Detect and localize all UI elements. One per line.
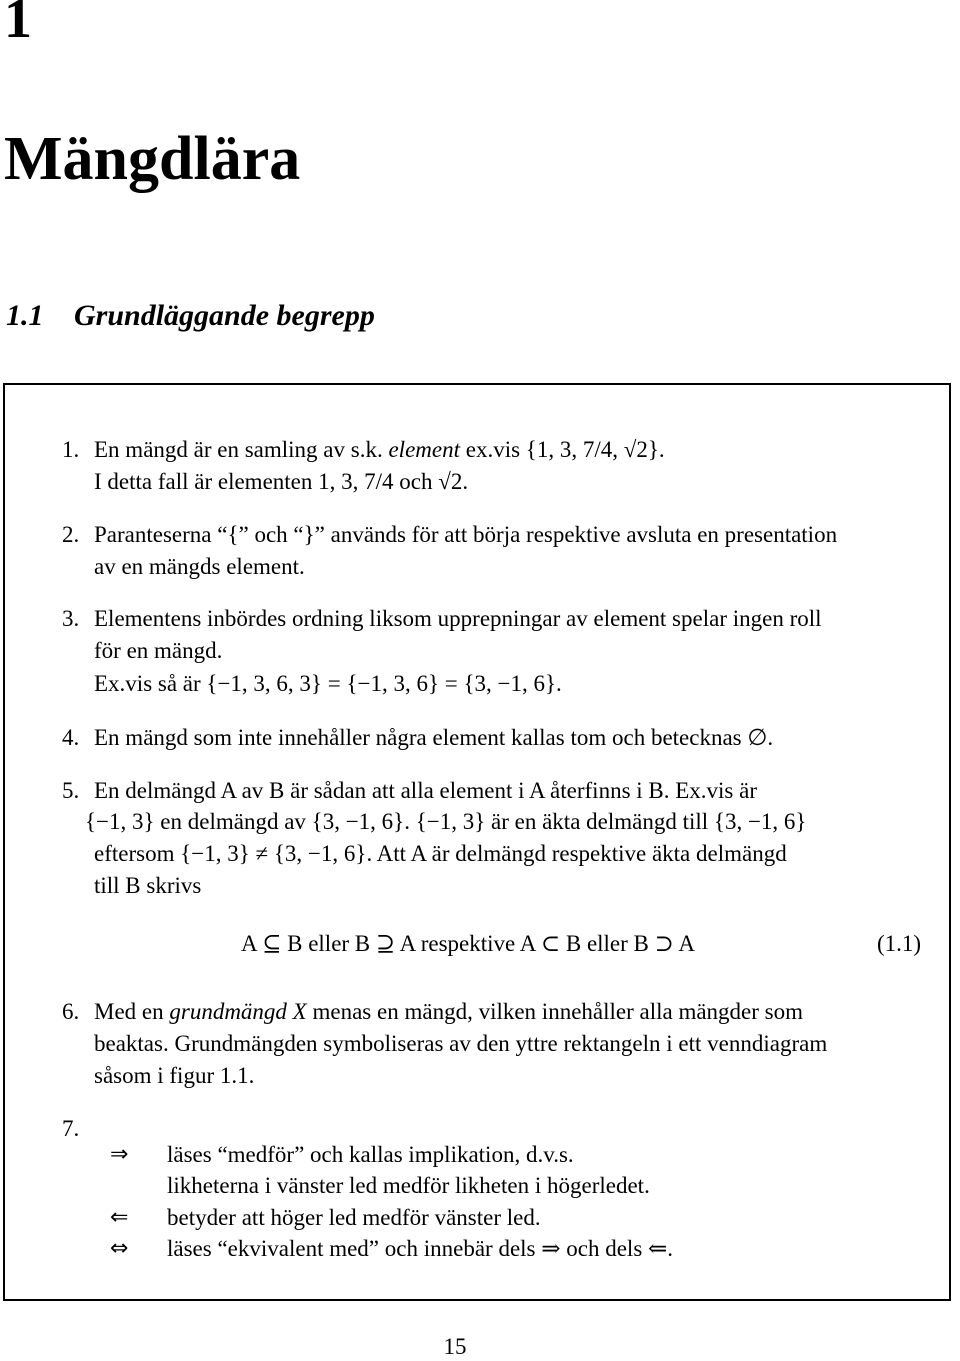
item-6-line-2: beaktas. Grundmängden symboliseras av den yttre rektangeln i ett venndiagram [94,1031,828,1056]
item-1-text-end: ex.vis {1, 3, 7/4, √2}. [459,437,665,462]
item-number-5: 5. [62,778,80,803]
item-6-text-end: menas en mängd, vilken innehåller alla mängder som [306,999,804,1024]
implication-line-1: läses “medför” och kallas implikation, d.v.s. [167,1142,574,1167]
item-1-text: En mängd är en samling av s.k. [94,437,389,462]
page-number: 15 [443,1334,467,1359]
definitions-box [3,383,951,1301]
implication-line-4: läses “ekvivalent med” och innebär dels ⇒ och dels ⇐. [167,1236,674,1261]
item-3-line-1: Elementens inbördes ordning liksom upprepningar av element spelar ingen roll [94,606,822,631]
item-5-line-2: {−1, 3} en delmängd av {3, −1, 6}. {−1, 3} är en äkta delmängd till {3, −1, 6} [85,809,807,834]
item-3-line-3: Ex.vis så är {−1, 3, 6, 3} = {−1, 3, 6} = {3, −1, 6}. [94,671,562,696]
item-number-7: 7. [62,1116,80,1141]
item-1-line-1 [94,436,665,464]
item-6-emphasis: grundmängd X [169,999,307,1024]
item-4-line-1: En mängd som inte innehåller några element kallas tom och betecknas ∅. [94,725,774,750]
implies-arrow-icon: ⇒ [110,1142,129,1167]
implied-by-arrow-icon: ⇐ [110,1205,129,1230]
section-number: 1.1 [6,299,44,332]
item-1-emphasis: element [388,437,460,462]
item-5-line-4: till B skrivs [94,873,202,898]
equation-number: (1.1) [877,931,922,956]
section-title: Grundläggande begrepp [74,299,375,332]
equivalence-arrow-icon: ⇔ [110,1236,129,1261]
item-number-1: 1. [62,437,80,462]
item-number-2: 2. [62,522,80,547]
item-1-line-2: I detta fall är elementen 1, 3, 7/4 och √2. [94,469,469,494]
subset-equation: A ⊆ B eller B ⊇ A respektive A ⊂ B eller B ⊃ A [241,931,696,956]
item-6-text: Med en [94,999,170,1024]
item-6-line-3: såsom i figur 1.1. [94,1063,255,1088]
implication-line-2: likheterna i vänster led medför likheten i högerledet. [167,1173,650,1198]
chapter-title: Mängdlära [4,125,301,193]
item-5-line-1: En delmängd A av B är sådan att alla element i A återfinns i B. Ex.vis är [94,778,758,803]
item-3-line-2: för en mängd. [94,638,223,663]
item-number-3: 3. [62,606,80,631]
item-2-line-2: av en mängds element. [94,554,305,579]
chapter-number: 1 [4,0,32,50]
section-heading [6,298,375,334]
item-5-line-3: eftersom {−1, 3} ≠ {3, −1, 6}. Att A är delmängd respektive äkta delmängd [94,841,787,866]
item-2-line-1: Paranteserna “{” och “}” används för att börja respektive avsluta en presentation [94,522,838,547]
implication-line-3: betyder att höger led medför vänster led. [167,1205,541,1230]
item-number-4: 4. [62,725,80,750]
item-number-6: 6. [62,999,80,1024]
item-6-line-1 [94,998,803,1026]
